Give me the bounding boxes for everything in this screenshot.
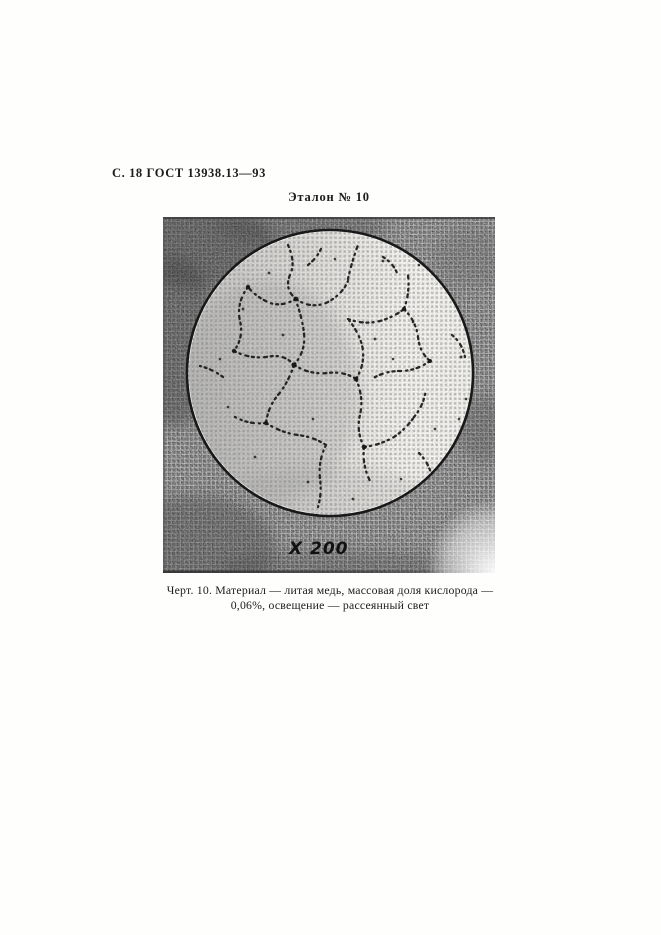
caption-line-2: 0,06%, освещение — рассеянный свет [230,597,430,612]
magnification-label: X 200 [289,539,349,559]
etalon-title: Эталон № 10 [288,190,370,204]
photo-top-edge [163,217,495,219]
figure-caption [130,583,530,612]
caption-line-1: Черт. 10. Материал — литая медь, массовая доля кислорода — [166,583,494,597]
micrograph-figure [163,217,495,573]
page-header-gost-ref: С. 18 ГОСТ 13938.13—93 [112,166,266,180]
photo-left-edge [163,217,165,573]
micrograph-image [163,217,495,573]
photo-corner-fade [329,395,495,573]
